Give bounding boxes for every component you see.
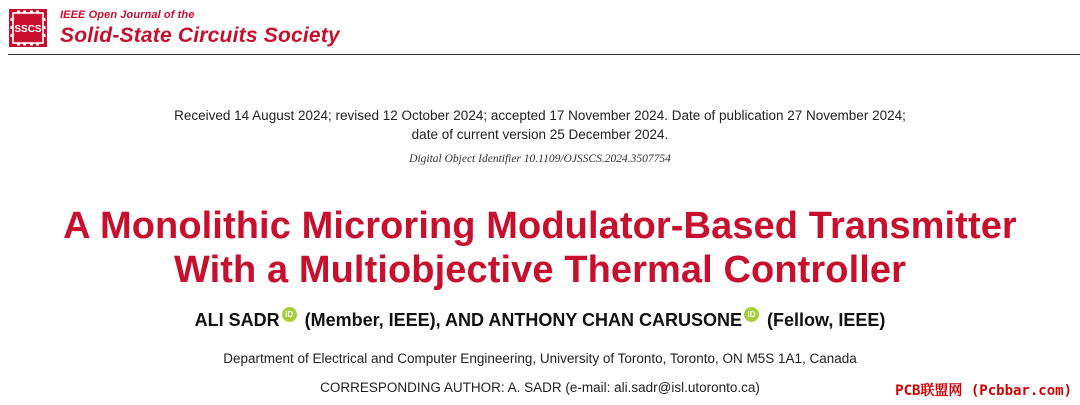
paper-title <box>0 204 1080 292</box>
author-name-1: ALI SADR <box>194 310 280 330</box>
title-line-2: With a Multiobjective Thermal Controller <box>173 249 907 291</box>
doi-line: Digital Object Identifier 10.1109/OJSSCS.2024.3507754 <box>409 153 671 165</box>
corresponding-author: CORRESPONDING AUTHOR: A. SADR (e-mail: ali.sadr@isl.utoronto.ca) <box>320 380 760 395</box>
title-line-1: A Monolithic Microring Modulator-Based Transmitter <box>63 205 1017 247</box>
journal-masthead <box>8 8 340 48</box>
author-list <box>0 307 1080 331</box>
journal-name: Solid-State Circuits Society <box>60 24 340 47</box>
author-2-role: (Fellow, IEEE) <box>767 310 886 330</box>
watermark: PCB联盟网 (Pcbbar.com) <box>895 383 1072 399</box>
orcid-icon[interactable]: iD <box>282 307 297 322</box>
logo-text: SSCS <box>14 24 42 35</box>
author-affiliation-text: (Member, IEEE), AND ANTHONY CHAN CARUSONE <box>304 310 743 330</box>
sscs-logo <box>8 8 48 48</box>
journal-title-block <box>60 10 340 46</box>
affiliation: Department of Electrical and Computer Engineering, University of Toronto, Toronto, ON M5S 1A1, Canada <box>223 351 857 366</box>
header-rule <box>8 54 1080 55</box>
history-line-1: Received 14 August 2024; revised 12 October 2024; accepted 17 November 2024. Date of publication 27 November 2024; <box>174 108 906 123</box>
history-line-2: date of current version 25 December 2024. <box>411 127 669 142</box>
publication-history <box>0 106 1080 144</box>
orcid-icon[interactable]: iD <box>744 307 759 322</box>
journal-prefix: IEEE Open Journal of the <box>60 9 195 21</box>
